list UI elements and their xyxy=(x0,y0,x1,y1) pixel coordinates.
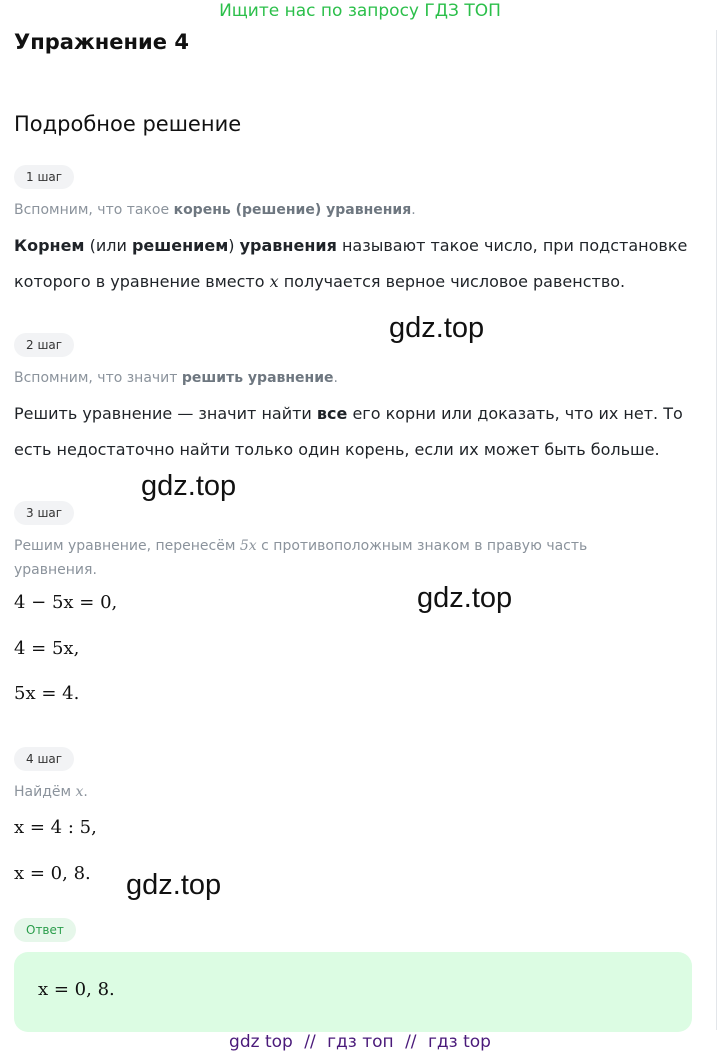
footer-link-1[interactable]: gdz top xyxy=(229,1032,293,1052)
divider xyxy=(716,30,717,1030)
equation: 5x = 4. xyxy=(14,683,80,704)
equation: 4 − 5x = 0, xyxy=(14,592,118,613)
footer-link-2[interactable]: гдз топ xyxy=(327,1032,394,1052)
step-badge-1: 1 шаг xyxy=(14,165,74,189)
page-title: Упражнение 4 xyxy=(14,30,189,54)
equation: x = 4 : 5, xyxy=(14,817,97,838)
equation: 4 = 5x, xyxy=(14,638,80,659)
watermark: gdz.top xyxy=(389,312,485,344)
step-badge-3: 3 шаг xyxy=(14,501,74,525)
step-hint-4: Найдём x. xyxy=(14,784,88,800)
watermark: gdz.top xyxy=(126,869,222,901)
answer-box xyxy=(14,952,692,1032)
footer-link-3[interactable]: гдз top xyxy=(427,1032,491,1052)
section-title: Подробное решение xyxy=(14,112,242,136)
answer-value: x = 0, 8. xyxy=(38,979,115,1000)
equation: x = 0, 8. xyxy=(14,863,91,884)
step-text-2: Решить уравнение — значит найти все его корни или доказать, что их нет. То есть недостаточно найти только один корень, если их может быть больше. xyxy=(14,404,683,459)
promo-banner[interactable]: Ищите нас по запросу ГДЗ ТОП xyxy=(219,1,501,21)
watermark: gdz.top xyxy=(417,582,513,614)
step-hint-2: Вспомним, что значит решить уравнение. xyxy=(14,370,338,386)
step-badge-2: 2 шаг xyxy=(14,333,74,357)
footer-links xyxy=(0,1032,720,1052)
answer-badge: Ответ xyxy=(14,918,76,942)
step-hint-1: Вспомним, что такое корень (решение) уравнения. xyxy=(14,202,416,218)
footer-separator: // xyxy=(304,1032,316,1052)
step-badge-4: 4 шаг xyxy=(14,747,74,771)
step-hint-3: Решим уравнение, перенесём 5x с противоположным знаком в правую часть уравнения. xyxy=(14,538,588,578)
footer-separator: // xyxy=(405,1032,417,1052)
watermark: gdz.top xyxy=(141,470,237,502)
step-text-1: Корнем (или решением) уравнения называют такое число, при подстановке которого в уравнение вместо x получается верное числовое равенство. xyxy=(14,236,688,291)
